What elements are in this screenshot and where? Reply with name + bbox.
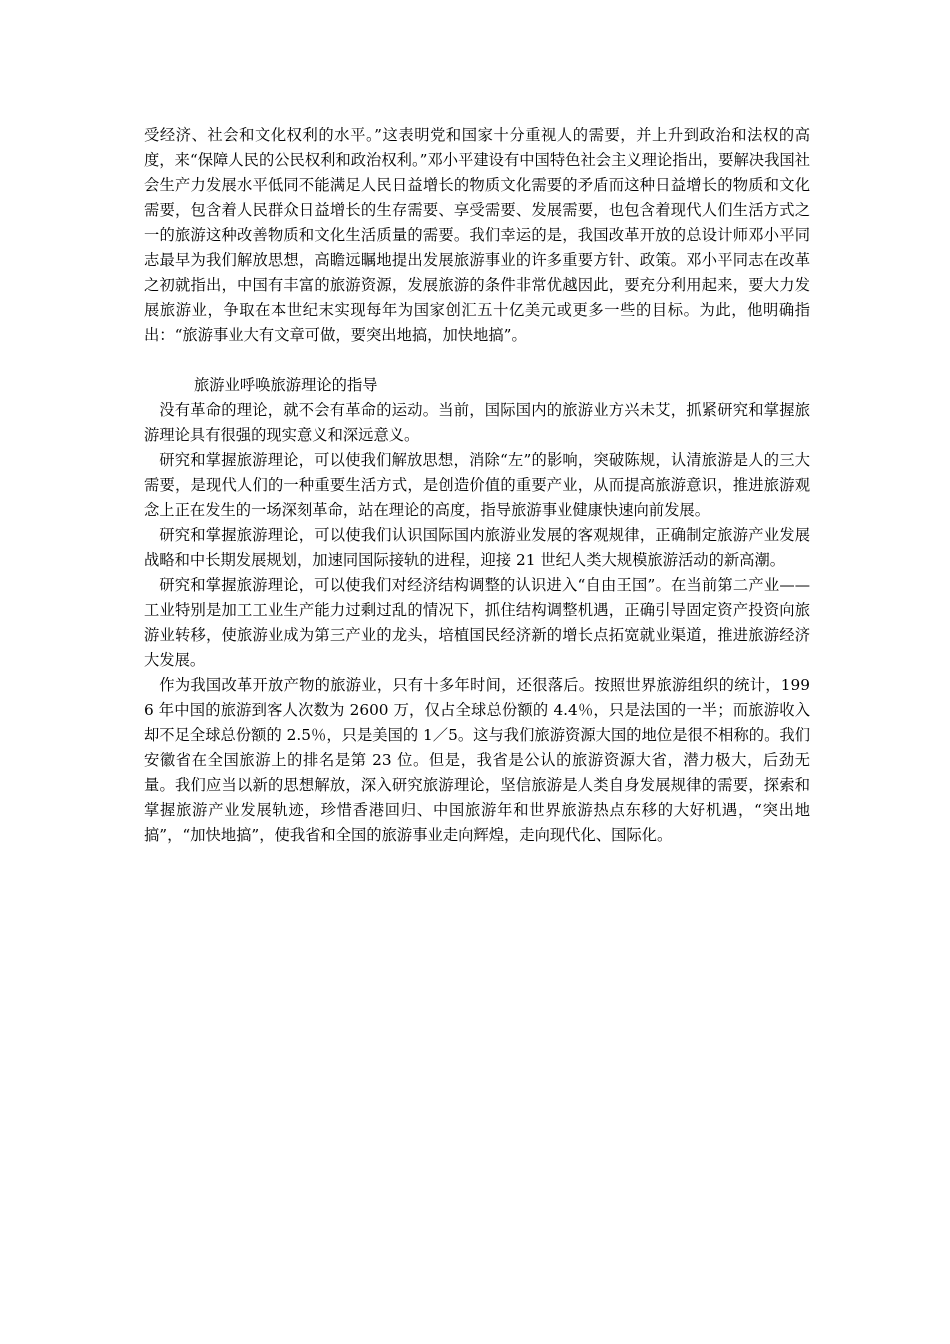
section-title: 旅游业呼唤旅游理论的指导 xyxy=(194,376,378,394)
body-paragraph: 研究和掌握旅游理论，可以使我们对经济结构调整的认识进入“自由王国”。在当前第二产业——工业特别是加工工业生产能力过剩过乱的情况下，抓住结构调整机遇，正确引导固定资产投资向旅游业转移，使旅游业成为第三产业的龙头，培植国民经济新的增长点拓宽就业渠道，推进旅游经济大发展。 xyxy=(144,576,810,669)
opening-paragraph: 受经济、社会和文化权利的水平。”这表明党和国家十分重视人的需要，并上升到政治和法权的高度，来“保障人民的公民权利和政治权利。”邓小平建设有中国特色社会主义理论指出，要解决我国社会生产力发展水平低同不能满足人民日益增长的物质文化需要的矛盾而这种日益增长的物质和文化需要，包含着人民群众日益增长的生存需要、享受需要、发展需要，也包含着现代人们生活方式之一的旅游这种改善物质和文化生活质量的需要。我们幸运的是，我国改革开放的总设计师邓小平同志最早为我们解放思想，高瞻远瞩地提出发展旅游事业的许多重要方针、政策。邓小平同志在改革之初就指出，中国有丰富的旅游资源，发展旅游的条件非常优越因此，要充分利用起来，要大力发展旅游业，争取在本世纪末实现每年为国家创汇五十亿美元或更多一些的目标。为此，他明确指出：“旅游事业大有文章可做，要突出地搞，加快地搞”。 xyxy=(144,126,810,344)
body-paragraph: 研究和掌握旅游理论，可以使我们认识国际国内旅游业发展的客观规律，正确制定旅游产业发展战略和中长期发展规划，加速同国际接轨的进程，迎接 21 世纪人类大规模旅游活动的新高潮。 xyxy=(144,526,810,569)
body-paragraph: 没有革命的理论，就不会有革命的运动。当前，国际国内的旅游业方兴未艾，抓紧研究和掌握旅游理论具有很强的现实意义和深远意义。 xyxy=(144,401,810,444)
body-paragraph: 研究和掌握旅游理论，可以使我们解放思想，消除“左”的影响，突破陈规，认清旅游是人的三大需要，是现代人们的一种重要生活方式，是创造价值的重要产业，从而提高旅游意识，推进旅游观念上正在发生的一场深刻革命，站在理论的高度，指导旅游事业健康快速向前发展。 xyxy=(144,451,810,519)
document-body xyxy=(144,123,810,848)
body-paragraph: 作为我国改革开放产物的旅游业，只有十多年时间，还很落后。按照世界旅游组织的统计，1996 年中国的旅游到客人次数为 2600 万，仅占全球总份额的 4.4％，只是法国的一半；而旅游收入却不足全球总份额的 2.5％，只是美国的 1／5。这与我们旅游资源大国的地位是很不相称的。我们安徽省在全国旅游上的排名是第 23 位。但是，我省是公认的旅游资源大省，潜力极大，后劲无量。我们应当以新的思想解放，深入研究旅游理论，坚信旅游是人类自身发展规律的需要，探索和掌握旅游产业发展轨迹，珍惜香港回归、中国旅游年和世界旅游热点东移的大好机遇，“突出地搞”，“加快地搞”，使我省和全国的旅游事业走向辉煌，走向现代化、国际化。 xyxy=(144,676,810,844)
